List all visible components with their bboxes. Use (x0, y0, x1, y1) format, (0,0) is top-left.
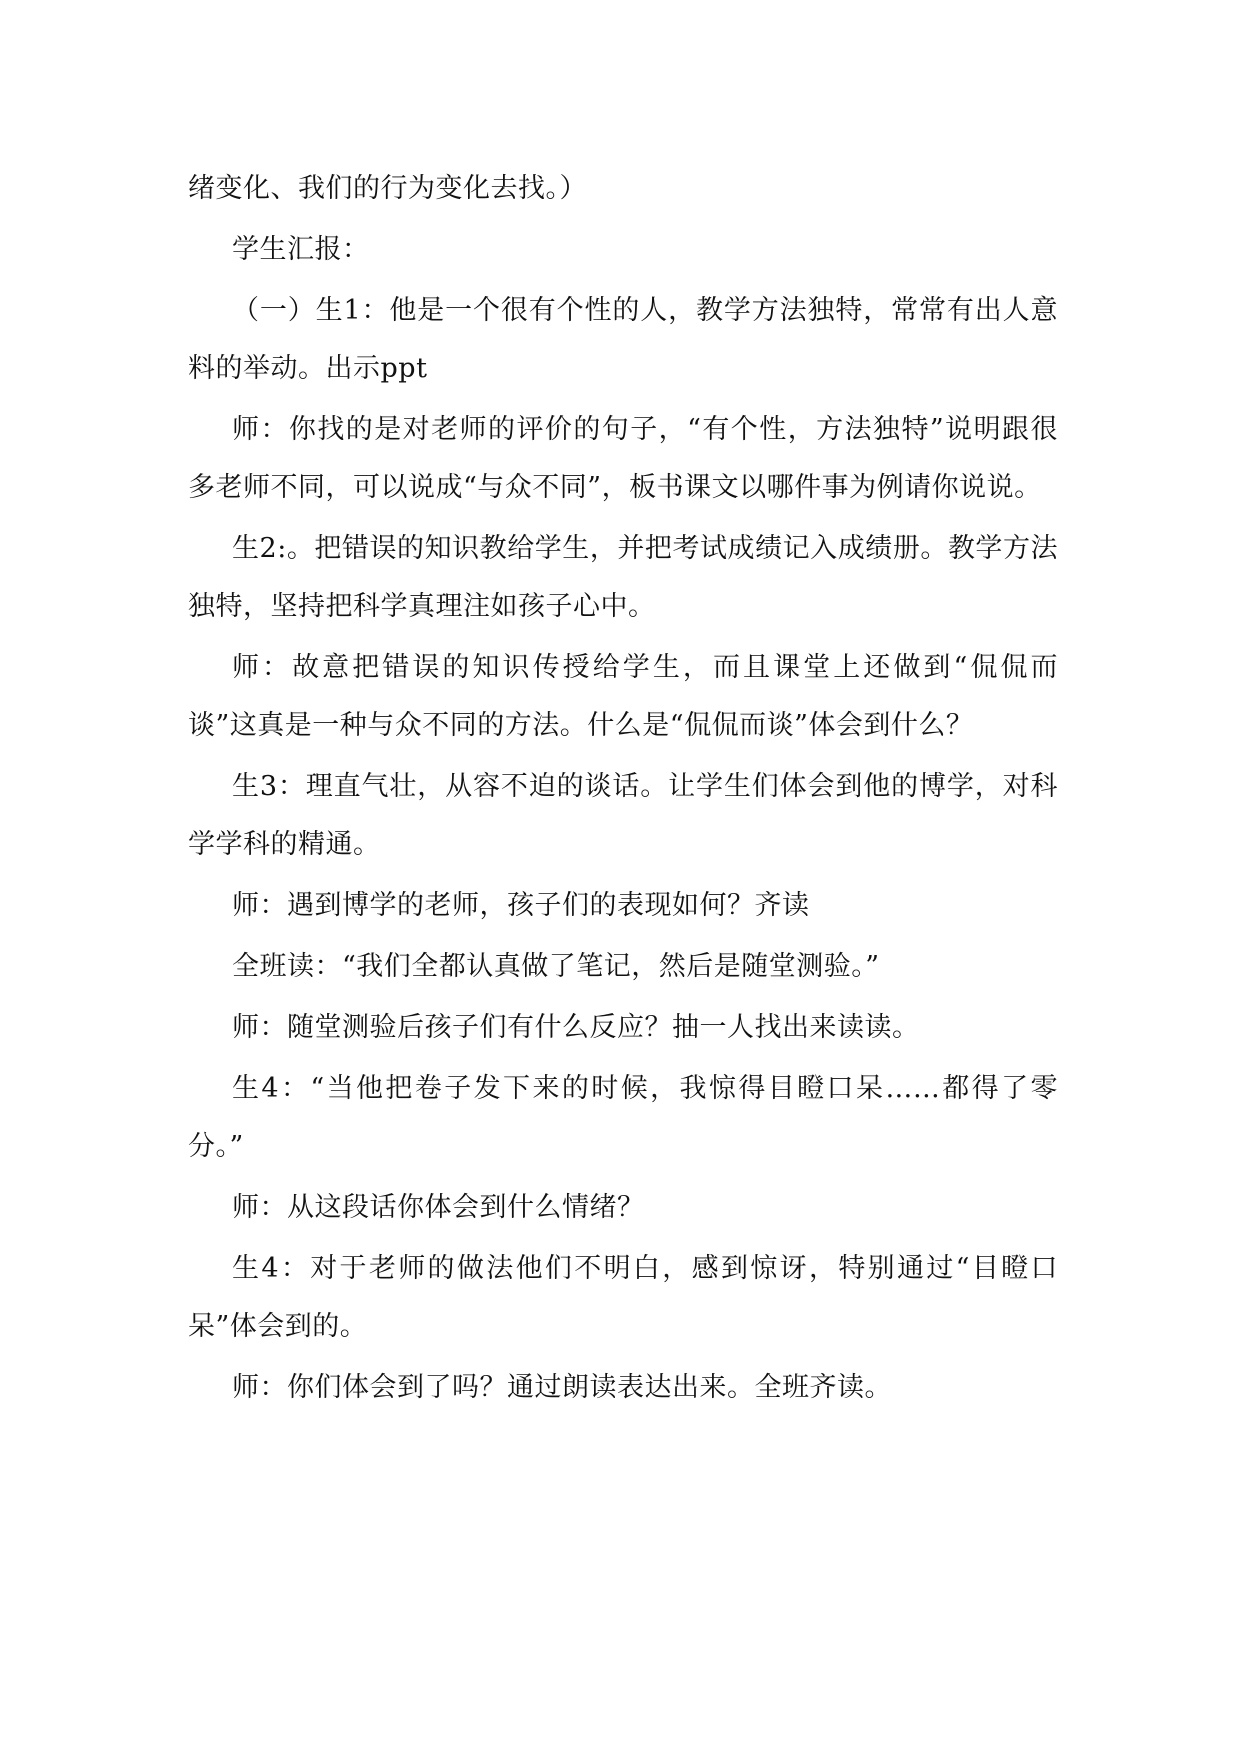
paragraph-8: 全班读：“我们全都认真做了笔记，然后是随堂测验。” (232, 951, 880, 982)
paragraph-4: 生2:。把错误的知识教给学生，并把考试成绩记入成绩册。教学方法独特，坚持把科学真理注如孩子心中。 (188, 533, 1058, 622)
paragraph-11: 师：从这段话你体会到什么情绪？ (232, 1192, 645, 1223)
paragraph-9: 师：随堂测验后孩子们有什么反应？抽一人找出来读读。 (232, 1012, 920, 1043)
paragraph-10: 生4：“当他把卷子发下来的时候，我惊得目瞪口呆……都得了零分。” (188, 1073, 1058, 1162)
document-body (188, 160, 1058, 1420)
paragraph-5: 师：故意把错误的知识传授给学生，而且课堂上还做到“侃侃而谈”这真是一种与众不同的方法。什么是“侃侃而谈”体会到什么？ (188, 652, 1058, 741)
paragraph-0: 绪变化、我们的行为变化去找。） (188, 173, 587, 204)
paragraph-13: 师：你们体会到了吗？通过朗读表达出来。全班齐读。 (232, 1372, 892, 1403)
paragraph-3: 师：你找的是对老师的评价的句子，“有个性，方法独特”说明跟很多老师不同，可以说成“与众不同”，板书课文以哪件事为例请你说说。 (188, 414, 1058, 503)
paragraph-1: 学生汇报： (232, 234, 370, 265)
paragraph-12: 生4：对于老师的做法他们不明白，感到惊讶，特别通过“目瞪口呆”体会到的。 (188, 1253, 1058, 1342)
paragraph-2: （一）生1：他是一个很有个性的人，教学方法独特，常常有出人意料的举动。出示ppt (188, 295, 1058, 384)
paragraph-6: 生3：理直气壮，从容不迫的谈话。让学生们体会到他的博学，对科学学科的精通。 (188, 771, 1058, 860)
paragraph-7: 师：遇到博学的老师，孩子们的表现如何？齐读 (232, 890, 810, 921)
